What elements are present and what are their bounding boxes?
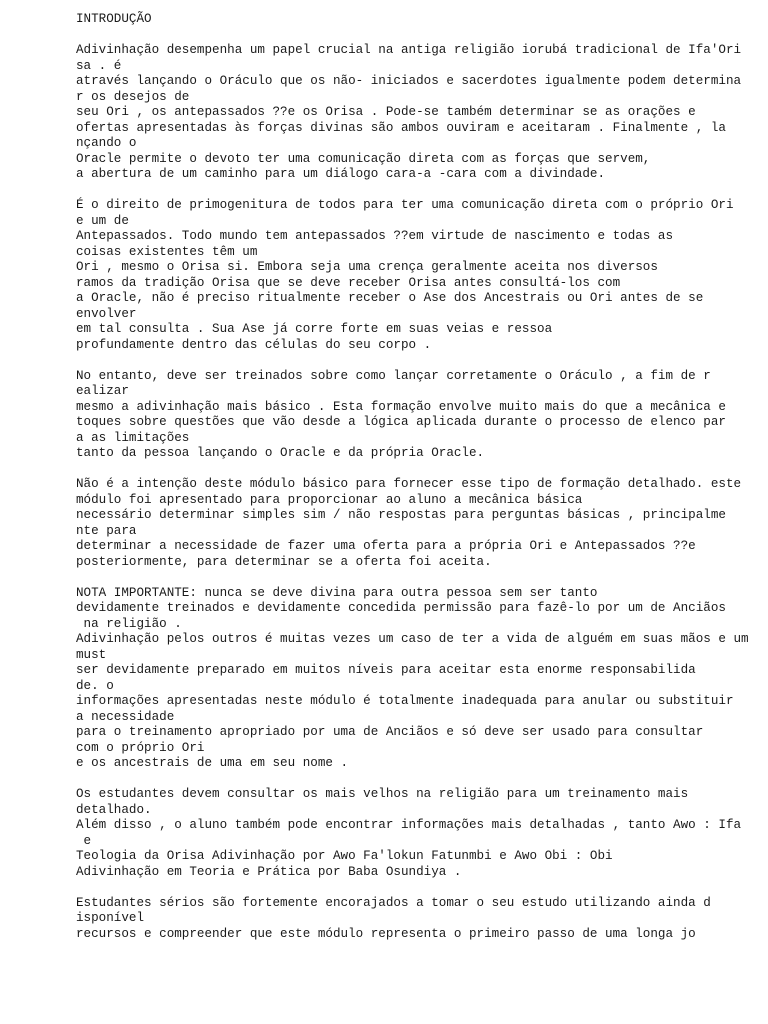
paragraph — [76, 43, 746, 183]
text-line: ealizar — [76, 384, 129, 398]
text-line: a Oracle, não é preciso ritualmente receber o Ase dos Ancestrais ou Ori antes de se — [76, 291, 704, 305]
text-line: É o direito de primogenitura de todos para ter uma comunicação direta com o próprio Ori — [76, 198, 734, 212]
text-line: ser devidamente preparado em muitos níveis para aceitar esta enorme responsabilida — [76, 663, 696, 677]
text-line: através lançando o Oráculo que os não- iniciados e sacerdotes igualmente podem determina — [76, 74, 742, 88]
paragraph-spacer — [76, 570, 746, 586]
text-line: e — [76, 833, 92, 848]
text-line: r os desejos de — [76, 89, 190, 104]
text-line: a abertura de um caminho para um diálogo cara-a -cara com a divindade. — [76, 167, 606, 181]
text-line: módulo foi apresentado para proporcionar ao aluno a mecânica básica — [76, 492, 583, 507]
text-line: Não é a intenção deste módulo básico para fornecer esse tipo de formação detalhado. este — [76, 477, 742, 491]
paragraph-spacer — [76, 353, 746, 369]
text-line: para o treinamento apropriado por uma de Anciãos e só deve ser usado para consultar — [76, 725, 704, 739]
text-line: toques sobre questões que vão desde a lógica aplicada durante o processo de elenco par — [76, 415, 726, 429]
text-line: ofertas apresentadas às forças divinas são ambos ouviram e aceitaram . Finalmente , la — [76, 120, 726, 135]
text-line: must — [76, 647, 107, 662]
text-line: a as limitações — [76, 430, 190, 445]
text-line: e um de — [76, 213, 129, 228]
text-line: Estudantes sérios são fortemente encorajados a tomar o seu estudo utilizando ainda d — [76, 895, 711, 910]
text-line: posteriormente, para determinar se a oferta foi aceita. — [76, 554, 492, 569]
text-line: Adivinhação pelos outros é muitas vezes um caso de ter a vida de alguém em suas mãos e um — [76, 632, 749, 646]
text-line: Além disso , o aluno também pode encontrar informações mais detalhadas , tanto Awo : Ifa — [76, 818, 742, 832]
text-line: e os ancestrais de uma em seu nome . — [76, 756, 349, 770]
text-line: informações apresentadas neste módulo é totalmente inadequada para anular ou substituir — [76, 694, 734, 708]
text-line: a necessidade — [76, 709, 175, 724]
paragraph-spacer — [76, 28, 746, 44]
text-line: coisas existentes têm um — [76, 244, 258, 259]
paragraph — [76, 369, 746, 462]
text-line: nte para — [76, 523, 137, 538]
text-line: Ori , mesmo o Orisa si. Embora seja uma crença geralmente aceita nos diversos — [76, 260, 658, 274]
text-line: Antepassados. Todo mundo tem antepassados ??em virtude de nascimento e todas as — [76, 229, 674, 243]
text-line: ramos da tradição Orisa que se deve receber Orisa antes consultá-los com — [76, 275, 621, 290]
text-line: tanto da pessoa lançando o Oracle e da própria Oracle. — [76, 446, 485, 460]
paragraph — [76, 585, 749, 772]
text-line: detalhado. — [76, 802, 152, 817]
paragraph-spacer — [76, 772, 746, 788]
text-line: profundamente dentro das células do seu corpo . — [76, 337, 432, 352]
text-line: Adivinhação em Teoria e Prática por Baba Osundiya . — [76, 864, 462, 879]
text-line: com o próprio Ori — [76, 740, 205, 755]
text-line: determinar a necessidade de fazer uma oferta para a própria Ori e Antepassados ??e — [76, 539, 696, 553]
text-line: envolver — [76, 306, 137, 321]
text-line: recursos e compreender que este módulo representa o primeiro passo de uma longa jo — [76, 926, 696, 941]
text-line: de. o — [76, 678, 114, 693]
text-line: Adivinhação desempenha um papel crucial na antiga religião iorubá tradicional de Ifa'Ori — [76, 43, 742, 57]
text-line: seu Ori , os antepassados ??e os Orisa . Pode-se também determinar se as orações e — [76, 105, 696, 119]
text-line: na religião . — [76, 616, 182, 631]
text-line: Os estudantes devem consultar os mais velhos na religião para um treinamento mais — [76, 787, 689, 801]
text-line: devidamente treinados e devidamente concedida permissão para fazê-lo por um de Anciãos — [76, 601, 726, 615]
text-line: em tal consulta . Sua Ase já corre forte em suas veias e ressoa — [76, 322, 553, 336]
paragraph-spacer — [76, 183, 746, 199]
paragraph-spacer — [76, 880, 746, 896]
document-page — [76, 12, 749, 942]
document-title: INTRODUÇÃO — [76, 12, 152, 26]
paragraph — [76, 896, 746, 943]
text-line: No entanto, deve ser treinados sobre como lançar corretamente o Oráculo , a fim de r — [76, 368, 711, 383]
text-line: sa . é — [76, 58, 122, 73]
text-line: Teologia da Orisa Adivinhação por Awo Fa'lokun Fatunmbi e Awo Obi : Obi — [76, 849, 613, 863]
text-line: NOTA IMPORTANTE: nunca se deve divina para outra pessoa sem ser tanto — [76, 585, 598, 600]
document-body — [76, 28, 749, 943]
text-line: necessário determinar simples sim / não respostas para perguntas básicas , principalme — [76, 508, 726, 522]
text-line: nçando o — [76, 136, 137, 150]
text-line: isponível — [76, 911, 145, 925]
paragraph — [76, 787, 746, 880]
text-line: mesmo a adivinhação mais básico . Esta formação envolve muito mais do que a mecânica e — [76, 399, 726, 414]
paragraph — [76, 477, 746, 570]
paragraph-spacer — [76, 462, 746, 478]
text-line: Oracle permite o devoto ter uma comunicação direta com as forças que servem, — [76, 151, 651, 166]
paragraph — [76, 198, 746, 353]
